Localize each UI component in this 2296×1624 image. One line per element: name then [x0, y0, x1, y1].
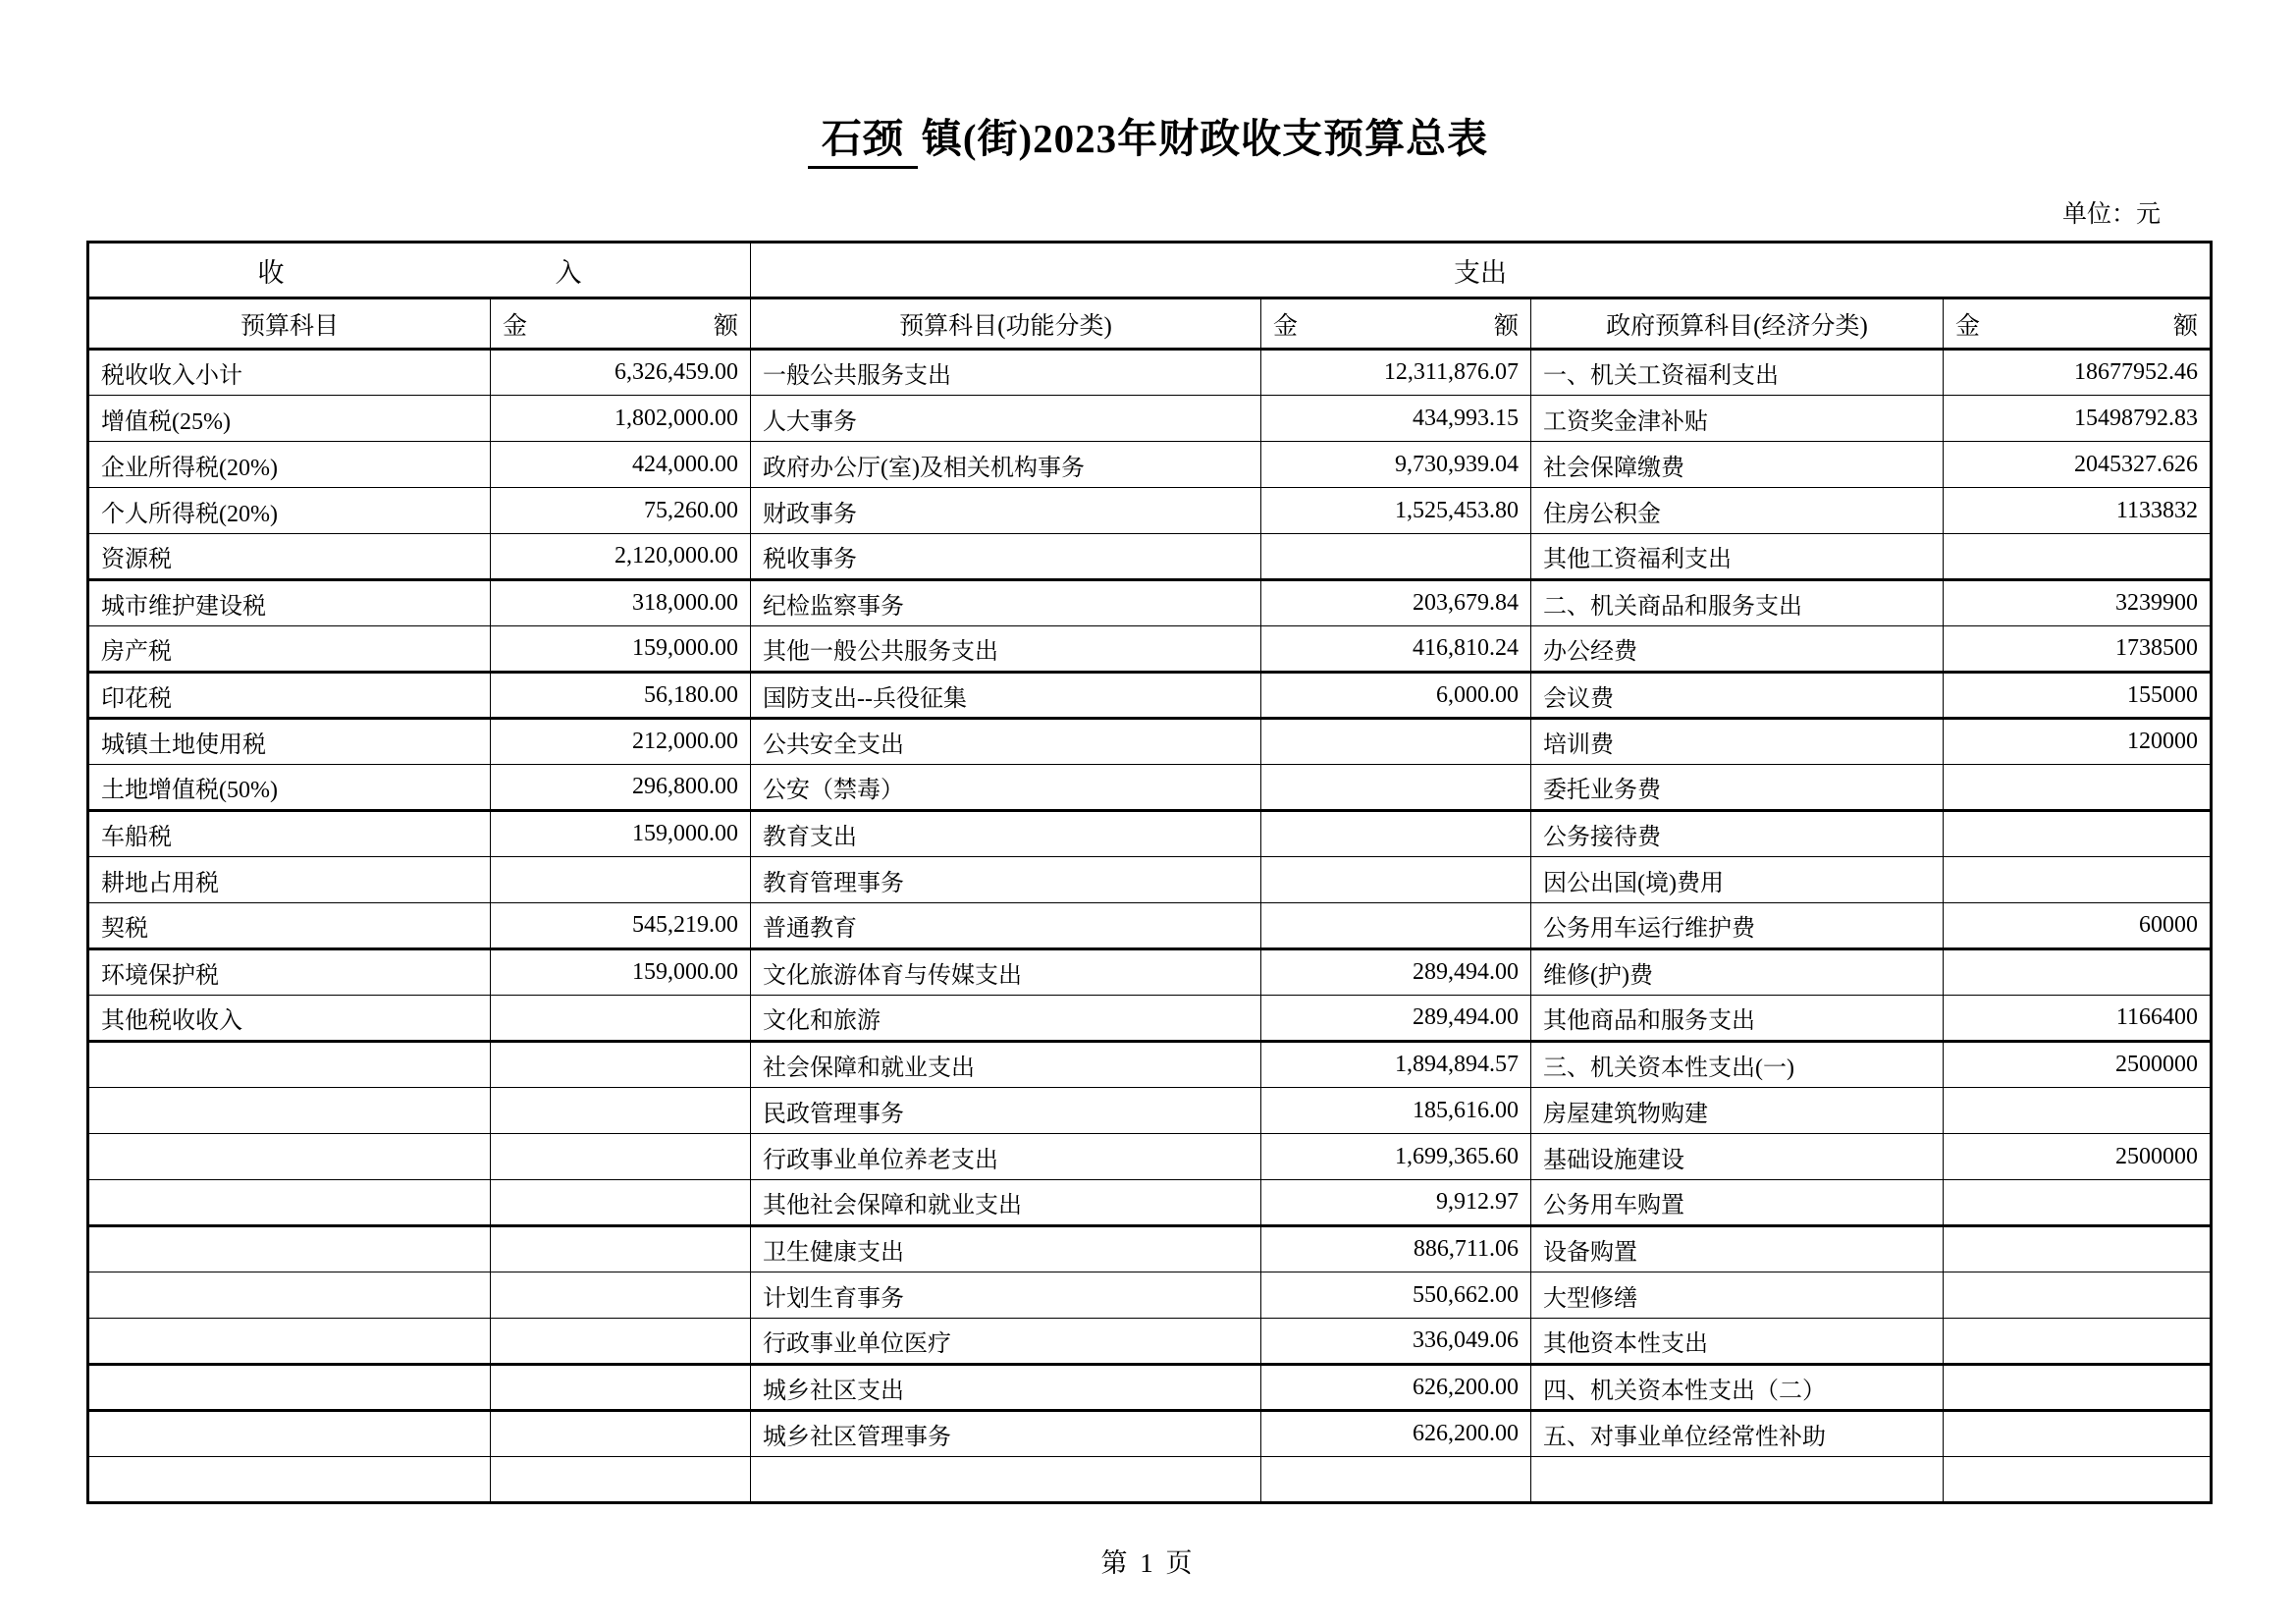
income-item-cell: 环境保护税: [88, 949, 491, 996]
functional-item-cell: 国防支出--兵役征集: [751, 673, 1261, 719]
economic-amount-cell: 2045327.626: [1944, 442, 2212, 488]
income-amount-cell: [491, 1457, 751, 1503]
economic-amount-cell: 1166400: [1944, 996, 2212, 1042]
title-container: [0, 106, 2296, 169]
functional-amount-cell: 9,730,939.04: [1261, 442, 1531, 488]
functional-item-cell: 城乡社区管理事务: [751, 1411, 1261, 1457]
table-group-header-row: [88, 243, 2212, 298]
functional-item-cell: 人大事务: [751, 396, 1261, 442]
income-item-cell: [88, 1088, 491, 1134]
functional-amount-cell: [1261, 1457, 1531, 1503]
economic-amount-cell: 60000: [1944, 903, 2212, 949]
income-item-cell: 资源税: [88, 534, 491, 580]
economic-item-cell: 二、机关商品和服务支出: [1531, 580, 1944, 626]
table-row: [88, 442, 2212, 488]
income-item-cell: [88, 1180, 491, 1226]
income-amount-cell: 212,000.00: [491, 719, 751, 765]
income-amount-cell: [491, 1180, 751, 1226]
income-amount-cell: 545,219.00: [491, 903, 751, 949]
economic-amount-cell: 1738500: [1944, 626, 2212, 673]
income-item-cell: [88, 1226, 491, 1272]
economic-amount-cell: 15498792.83: [1944, 396, 2212, 442]
income-amount-cell: [491, 1319, 751, 1365]
income-item-cell: 土地增值税(50%): [88, 765, 491, 811]
functional-amount-cell: 9,912.97: [1261, 1180, 1531, 1226]
income-item-cell: 企业所得税(20%): [88, 442, 491, 488]
table-row: [88, 811, 2212, 857]
functional-item-cell: 公安（禁毒）: [751, 765, 1261, 811]
economic-item-cell: 住房公积金: [1531, 488, 1944, 534]
functional-amount-cell: 416,810.24: [1261, 626, 1531, 673]
income-amount-cell: [491, 1088, 751, 1134]
functional-amount-cell: 1,525,453.80: [1261, 488, 1531, 534]
economic-item-cell: 其他资本性支出: [1531, 1319, 1944, 1365]
functional-amount-cell: 6,000.00: [1261, 673, 1531, 719]
economic-amount-cell: [1944, 1272, 2212, 1319]
functional-item-cell: 卫生健康支出: [751, 1226, 1261, 1272]
functional-amount-cell: 289,494.00: [1261, 949, 1531, 996]
income-amount-cell: 56,180.00: [491, 673, 751, 719]
functional-amount-cell: 203,679.84: [1261, 580, 1531, 626]
table-row: [88, 1411, 2212, 1457]
economic-amount-cell: [1944, 534, 2212, 580]
income-item-cell: [88, 1134, 491, 1180]
functional-item-cell: 政府办公厅(室)及相关机构事务: [751, 442, 1261, 488]
functional-amount-cell: 626,200.00: [1261, 1365, 1531, 1411]
functional-item-cell: 文化旅游体育与传媒支出: [751, 949, 1261, 996]
economic-amount-cell: [1944, 1319, 2212, 1365]
income-amount-cell: [491, 996, 751, 1042]
income-amount-cell: 1,802,000.00: [491, 396, 751, 442]
economic-item-cell: 会议费: [1531, 673, 1944, 719]
economic-amount-cell: [1944, 1226, 2212, 1272]
table-row: [88, 857, 2212, 903]
economic-item-cell: 公务用车运行维护费: [1531, 903, 1944, 949]
income-amount-cell: 6,326,459.00: [491, 350, 751, 396]
economic-item-cell: 公务接待费: [1531, 811, 1944, 857]
economic-amount-cell: 3239900: [1944, 580, 2212, 626]
functional-item-cell: 文化和旅游: [751, 996, 1261, 1042]
table-row: [88, 996, 2212, 1042]
table-row: [88, 1319, 2212, 1365]
economic-amount-cell: [1944, 811, 2212, 857]
income-amount-cell: 159,000.00: [491, 626, 751, 673]
functional-item-cell: 教育管理事务: [751, 857, 1261, 903]
functional-amount-cell: 1,894,894.57: [1261, 1042, 1531, 1088]
economic-item-cell: 其他工资福利支出: [1531, 534, 1944, 580]
income-item-cell: [88, 1411, 491, 1457]
table-column-header-row: [88, 298, 2212, 350]
economic-item-cell: 委托业务费: [1531, 765, 1944, 811]
table-row: [88, 1134, 2212, 1180]
economic-amount-cell: 18677952.46: [1944, 350, 2212, 396]
functional-amount-cell: 434,993.15: [1261, 396, 1531, 442]
economic-amount-cell: 1133832: [1944, 488, 2212, 534]
income-item-cell: [88, 1272, 491, 1319]
functional-item-cell: 其他社会保障和就业支出: [751, 1180, 1261, 1226]
functional-item-cell: 纪检监察事务: [751, 580, 1261, 626]
functional-amount-cell: [1261, 811, 1531, 857]
income-item-cell: [88, 1365, 491, 1411]
column-header-functional-item: 预算科目(功能分类): [751, 298, 1261, 350]
economic-amount-cell: [1944, 1180, 2212, 1226]
economic-item-cell: 四、机关资本性支出（二）: [1531, 1365, 1944, 1411]
income-amount-cell: [491, 1411, 751, 1457]
economic-item-cell: 社会保障缴费: [1531, 442, 1944, 488]
income-amount-cell: 159,000.00: [491, 811, 751, 857]
economic-item-cell: 基础设施建设: [1531, 1134, 1944, 1180]
functional-item-cell: 教育支出: [751, 811, 1261, 857]
income-amount-cell: 75,260.00: [491, 488, 751, 534]
economic-amount-cell: [1944, 765, 2212, 811]
economic-amount-cell: 120000: [1944, 719, 2212, 765]
title-rest: 镇(街)2023年财政收支预算总表: [921, 116, 1489, 161]
economic-amount-cell: [1944, 1088, 2212, 1134]
income-amount-cell: 2,120,000.00: [491, 534, 751, 580]
income-item-cell: [88, 1042, 491, 1088]
income-amount-cell: 159,000.00: [491, 949, 751, 996]
table-row: [88, 765, 2212, 811]
table-row: [88, 1226, 2212, 1272]
table-row: [88, 396, 2212, 442]
income-amount-cell: [491, 1272, 751, 1319]
income-item-cell: 税收收入小计: [88, 350, 491, 396]
functional-item-cell: 一般公共服务支出: [751, 350, 1261, 396]
economic-amount-cell: [1944, 1457, 2212, 1503]
income-amount-cell: [491, 857, 751, 903]
budget-table-body: [88, 243, 2212, 1503]
economic-amount-cell: [1944, 1411, 2212, 1457]
functional-amount-cell: 550,662.00: [1261, 1272, 1531, 1319]
economic-amount-cell: 155000: [1944, 673, 2212, 719]
unit-note: 单位：元: [2061, 201, 2161, 228]
functional-amount-cell: 886,711.06: [1261, 1226, 1531, 1272]
town-name: 石颈: [808, 106, 918, 169]
economic-item-cell: 五、对事业单位经常性补助: [1531, 1411, 1944, 1457]
income-item-cell: 其他税收收入: [88, 996, 491, 1042]
functional-item-cell: 公共安全支出: [751, 719, 1261, 765]
income-item-cell: 个人所得税(20%): [88, 488, 491, 534]
group-header-income: 收入: [88, 243, 751, 298]
group-header-expense: 支出: [751, 243, 2212, 298]
functional-item-cell: 民政管理事务: [751, 1088, 1261, 1134]
budget-table: [86, 241, 2213, 1504]
table-row: [88, 673, 2212, 719]
income-amount-cell: [491, 1042, 751, 1088]
income-amount-cell: [491, 1134, 751, 1180]
income-item-cell: 城市维护建设税: [88, 580, 491, 626]
economic-item-cell: 设备购置: [1531, 1226, 1944, 1272]
economic-item-cell: 因公出国(境)费用: [1531, 857, 1944, 903]
economic-item-cell: 办公经费: [1531, 626, 1944, 673]
page-number: 第 1 页: [1100, 1548, 1196, 1578]
functional-item-cell: 财政事务: [751, 488, 1261, 534]
functional-item-cell: 行政事业单位养老支出: [751, 1134, 1261, 1180]
functional-amount-cell: [1261, 765, 1531, 811]
economic-item-cell: 大型修缮: [1531, 1272, 1944, 1319]
functional-amount-cell: [1261, 534, 1531, 580]
functional-item-cell: 计划生育事务: [751, 1272, 1261, 1319]
functional-item-cell: [751, 1457, 1261, 1503]
economic-item-cell: 维修(护)费: [1531, 949, 1944, 996]
column-header-economic-item: 政府预算科目(经济分类): [1531, 298, 1944, 350]
functional-item-cell: 税收事务: [751, 534, 1261, 580]
table-row: [88, 949, 2212, 996]
functional-amount-cell: 12,311,876.07: [1261, 350, 1531, 396]
economic-item-cell: 工资奖金津补贴: [1531, 396, 1944, 442]
column-header-income-amount: 金额: [491, 298, 751, 350]
functional-amount-cell: [1261, 903, 1531, 949]
functional-amount-cell: 336,049.06: [1261, 1319, 1531, 1365]
table-row: [88, 1180, 2212, 1226]
column-header-income-item: 预算科目: [88, 298, 491, 350]
income-item-cell: [88, 1319, 491, 1365]
income-item-cell: [88, 1457, 491, 1503]
table-row: [88, 1457, 2212, 1503]
economic-item-cell: [1531, 1457, 1944, 1503]
table-row: [88, 626, 2212, 673]
functional-item-cell: 城乡社区支出: [751, 1365, 1261, 1411]
economic-item-cell: 公务用车购置: [1531, 1180, 1944, 1226]
table-row: [88, 1042, 2212, 1088]
economic-item-cell: 其他商品和服务支出: [1531, 996, 1944, 1042]
table-row: [88, 350, 2212, 396]
income-item-cell: 契税: [88, 903, 491, 949]
income-item-cell: 城镇土地使用税: [88, 719, 491, 765]
table-row: [88, 1272, 2212, 1319]
economic-item-cell: 三、机关资本性支出(一): [1531, 1042, 1944, 1088]
table-row: [88, 1088, 2212, 1134]
income-amount-cell: 318,000.00: [491, 580, 751, 626]
economic-amount-cell: [1944, 949, 2212, 996]
economic-item-cell: 房屋建筑物购建: [1531, 1088, 1944, 1134]
column-header-functional-amount: 金额: [1261, 298, 1531, 350]
table-row: [88, 719, 2212, 765]
page-footer: [0, 1542, 2296, 1580]
income-amount-cell: 296,800.00: [491, 765, 751, 811]
functional-amount-cell: 626,200.00: [1261, 1411, 1531, 1457]
income-item-cell: 车船税: [88, 811, 491, 857]
economic-amount-cell: 2500000: [1944, 1042, 2212, 1088]
column-header-economic-amount: 金额: [1944, 298, 2212, 350]
economic-amount-cell: [1944, 857, 2212, 903]
functional-item-cell: 普通教育: [751, 903, 1261, 949]
table-row: [88, 534, 2212, 580]
table-row: [88, 488, 2212, 534]
economic-item-cell: 一、机关工资福利支出: [1531, 350, 1944, 396]
page-title: [808, 106, 1488, 169]
functional-amount-cell: 185,616.00: [1261, 1088, 1531, 1134]
economic-amount-cell: [1944, 1365, 2212, 1411]
income-item-cell: 耕地占用税: [88, 857, 491, 903]
income-item-cell: 印花税: [88, 673, 491, 719]
income-item-cell: 增值税(25%): [88, 396, 491, 442]
income-amount-cell: [491, 1226, 751, 1272]
functional-amount-cell: [1261, 719, 1531, 765]
functional-item-cell: 社会保障和就业支出: [751, 1042, 1261, 1088]
functional-amount-cell: 289,494.00: [1261, 996, 1531, 1042]
table-row: [88, 1365, 2212, 1411]
economic-amount-cell: 2500000: [1944, 1134, 2212, 1180]
functional-amount-cell: 1,699,365.60: [1261, 1134, 1531, 1180]
table-row: [88, 580, 2212, 626]
functional-item-cell: 行政事业单位医疗: [751, 1319, 1261, 1365]
functional-item-cell: 其他一般公共服务支出: [751, 626, 1261, 673]
functional-amount-cell: [1261, 857, 1531, 903]
table-row: [88, 903, 2212, 949]
income-item-cell: 房产税: [88, 626, 491, 673]
economic-item-cell: 培训费: [1531, 719, 1944, 765]
income-amount-cell: [491, 1365, 751, 1411]
income-amount-cell: 424,000.00: [491, 442, 751, 488]
